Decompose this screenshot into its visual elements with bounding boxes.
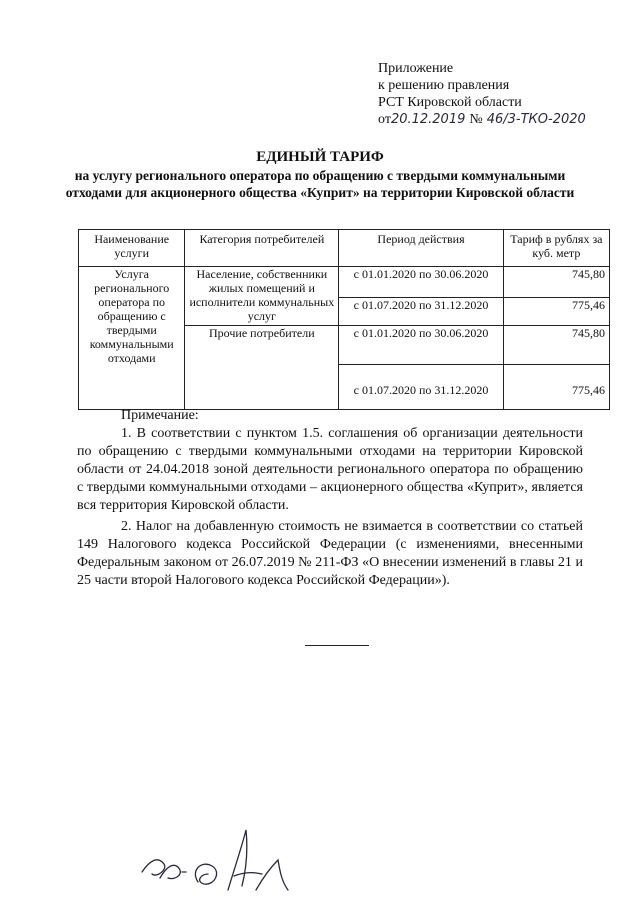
note-item-1: 1. В соответствии с пунктом 1.5. соглашения об организации деятельности по обращению с твердыми коммунальными отходами на территории Кировской области от 24.04.2018 зоной деятельности регионального оператора по обращению с твердыми коммунальными отходами – акционерного общества «Куприт», является вся территория Кировской области. [77, 426, 583, 513]
tariff-table [78, 229, 610, 410]
appendix-decision-ref [378, 111, 586, 128]
category-population: Население, собственники жилых помещений и исполнители коммунальных услуг [185, 267, 339, 326]
closing-divider [305, 645, 369, 646]
table-row [79, 267, 610, 298]
period-cell: с 01.01.2020 по 30.06.2020 [339, 326, 503, 365]
header-category: Категория потребителей [185, 230, 339, 267]
header-tariff: Тариф в рублях за куб. метр [503, 230, 609, 267]
decision-number: 46/3-ТКО-2020 [486, 112, 586, 127]
table-header-row [79, 230, 610, 267]
category-other: Прочие потребители [185, 326, 339, 410]
appendix-from: от [378, 112, 391, 127]
document-title [60, 148, 580, 201]
header-period: Период действия [339, 230, 503, 267]
tariff-value-cell: 745,80 [503, 326, 609, 365]
note-item-2: 2. Налог на добавленную стоимость не взимается в соответствии со статьей 149 Налогового кодекса Российской Федерации (с изменениями, внесенными Федеральным законом от 26.07.2019 № 211-ФЗ «О внесении изменений в главы 21 и 25 части второй Налогового кодекса Российской Федерации»). [77, 519, 583, 588]
notes-label: Примечание: [121, 408, 199, 423]
signature-icon [138, 820, 298, 900]
notes-section [77, 407, 583, 590]
appendix-line-2: к решению правления [378, 78, 510, 93]
title-sub: на услугу регионального оператора по обращению с твердыми коммунальными отходами для акционерного общества «Куприт» на территории Кировской области [65, 168, 575, 200]
service-name: Услуга регионального оператора по обращению с твердыми коммунальными отходами [79, 267, 185, 410]
number-sign: № [469, 112, 483, 127]
appendix-line-3: РСТ Кировской области [378, 95, 522, 110]
period-cell: с 01.01.2020 по 30.06.2020 [339, 267, 503, 298]
period-cell: с 01.07.2020 по 31.12.2020 [339, 298, 503, 326]
period-cell: с 01.07.2020 по 31.12.2020 [339, 365, 503, 410]
header-service: Наименование услуги [79, 230, 185, 267]
tariff-value-cell: 745,80 [503, 267, 609, 298]
tariff-value-cell: 775,46 [503, 365, 609, 410]
appendix-line-1: Приложение [378, 61, 454, 76]
tariff-value-cell: 775,46 [503, 298, 609, 326]
decision-date: 20.12.2019 [390, 112, 466, 127]
title-main: ЕДИНЫЙ ТАРИФ [256, 149, 384, 165]
appendix-block [378, 60, 586, 128]
